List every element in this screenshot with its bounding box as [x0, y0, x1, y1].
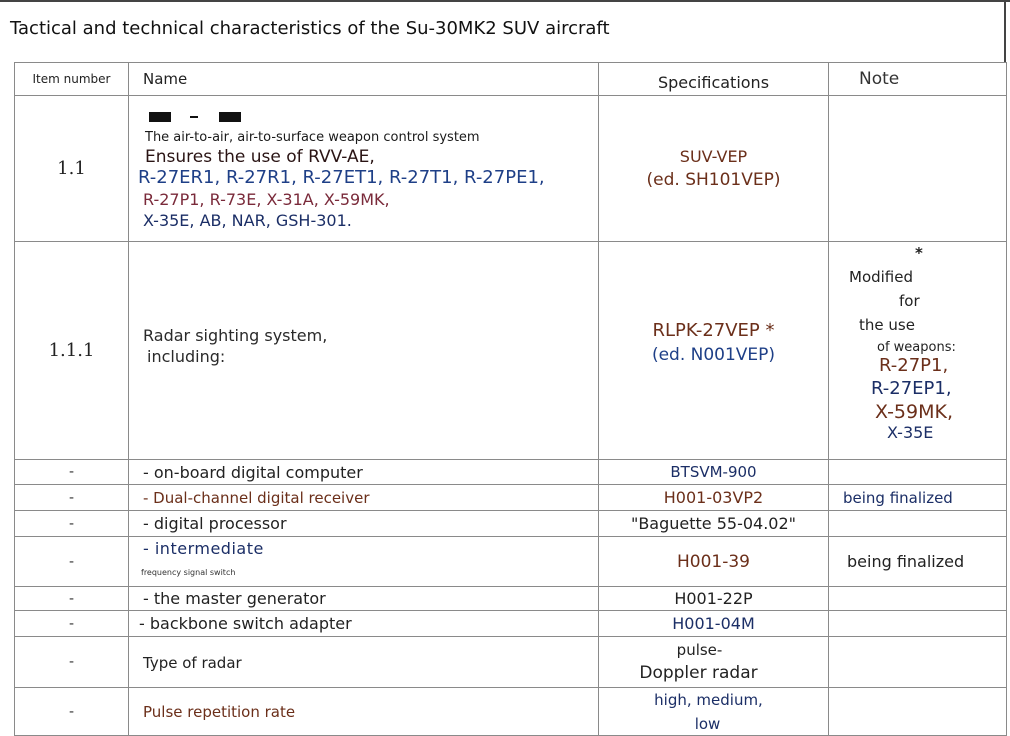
note-cell: being finalized [829, 537, 1007, 587]
note-line: X-35E [887, 423, 934, 442]
note-line: R-27P1, [879, 355, 949, 376]
spec-cell [599, 96, 829, 242]
item-number: - [15, 511, 129, 537]
spec-cell [599, 688, 829, 736]
note-line: for [899, 292, 920, 310]
name-cell: - digital processor [129, 511, 599, 537]
table-row [15, 242, 1007, 460]
name-line: R-27P1, R-73E, X-31A, X-59MK, [143, 189, 390, 209]
name-line: - intermediate [143, 539, 264, 558]
header-specifications: Specifications [599, 63, 829, 96]
table-row [15, 460, 1007, 485]
spec-cell: H001-39 [599, 537, 829, 587]
table-row [15, 587, 1007, 611]
top-frame-line [0, 0, 1010, 2]
table-row [15, 537, 1007, 587]
name-line: Ensures the use of RVV-AE, [145, 146, 375, 167]
item-number: - [15, 611, 129, 637]
spec-line: (ed. N001VEP) [651, 345, 776, 365]
redacted-marks [143, 108, 598, 126]
note-cell [829, 96, 1007, 242]
note-line: Modified [849, 268, 914, 286]
specifications-table [14, 62, 1007, 736]
spec-line: low [694, 714, 721, 733]
item-number: - [15, 637, 129, 688]
right-frame-line [1004, 0, 1006, 62]
name-cell: - the master generator [129, 587, 599, 611]
note-cell [829, 587, 1007, 611]
name-cell [129, 96, 599, 242]
note-line: X-59MK, [875, 401, 953, 423]
note-line: * [915, 244, 923, 262]
name-cell: - Dual-channel digital receiver [129, 485, 599, 511]
name-cell: Pulse repetition rate [129, 688, 599, 736]
item-number: - [15, 485, 129, 511]
table-row [15, 485, 1007, 511]
name-line: X-35E, AB, NAR, GSH-301. [143, 210, 352, 230]
item-number: - [15, 587, 129, 611]
spec-cell [599, 242, 829, 460]
table-row [15, 511, 1007, 537]
name-cell: - on-board digital computer [129, 460, 599, 485]
name-cell: Type of radar [129, 637, 599, 688]
item-number-text: 1.1 [57, 158, 86, 179]
table-row [15, 688, 1007, 736]
note-cell [829, 460, 1007, 485]
item-number: - [15, 688, 129, 736]
note-cell: being finalized [829, 485, 1007, 511]
name-line: Radar sighting system, [143, 325, 328, 345]
note-cell [829, 242, 1007, 460]
spec-cell: H001-22P [599, 587, 829, 611]
header-note: Note [829, 63, 1007, 96]
spec-cell [599, 637, 829, 688]
note-line: the use [859, 316, 915, 334]
spec-line: Doppler radar [639, 663, 758, 683]
name-subline: frequency signal switch [141, 568, 236, 577]
spec-cell: H001-03VP2 [599, 485, 829, 511]
name-cell [129, 537, 599, 587]
note-cell [829, 688, 1007, 736]
table-header-row [15, 63, 1007, 96]
spec-cell: "Baguette 55-04.02" [599, 511, 829, 537]
name-cell [129, 242, 599, 460]
document-title: Tactical and technical characteristics of the Su-30MK2 SUV aircraft [10, 18, 610, 39]
redaction-mark [149, 112, 171, 122]
note-line: of weapons: [877, 340, 956, 355]
item-number-text: 1.1.1 [48, 340, 95, 361]
item-number: - [15, 460, 129, 485]
table-row [15, 637, 1007, 688]
spec-line: high, medium, [654, 690, 763, 709]
note-cell [829, 611, 1007, 637]
spec-line: (ed. SH101VEP) [646, 170, 781, 190]
table-row [15, 96, 1007, 242]
redaction-mark [190, 116, 198, 118]
spec-line: RLPK-27VEP * [652, 320, 775, 341]
spec-line: pulse- [676, 641, 723, 659]
note-line: R-27EP1, [871, 378, 952, 399]
name-line: including: [147, 346, 226, 366]
name-line: The air-to-air, air-to-surface weapon control system [145, 129, 480, 145]
name-cell: - backbone switch adapter [129, 611, 599, 637]
spec-cell: BTSVM-900 [599, 460, 829, 485]
spec-line: SUV-VEP [679, 147, 748, 166]
item-number [15, 96, 129, 242]
header-name: Name [129, 63, 599, 96]
item-number: - [15, 537, 129, 587]
redaction-mark [219, 112, 241, 122]
table-row [15, 611, 1007, 637]
header-item-number: Item number [15, 63, 129, 96]
item-number [15, 242, 129, 460]
name-line: R-27ER1, R-27R1, R-27ET1, R-27T1, R-27PE1, [138, 166, 545, 188]
note-cell [829, 637, 1007, 688]
spec-cell: H001-04M [599, 611, 829, 637]
note-cell [829, 511, 1007, 537]
